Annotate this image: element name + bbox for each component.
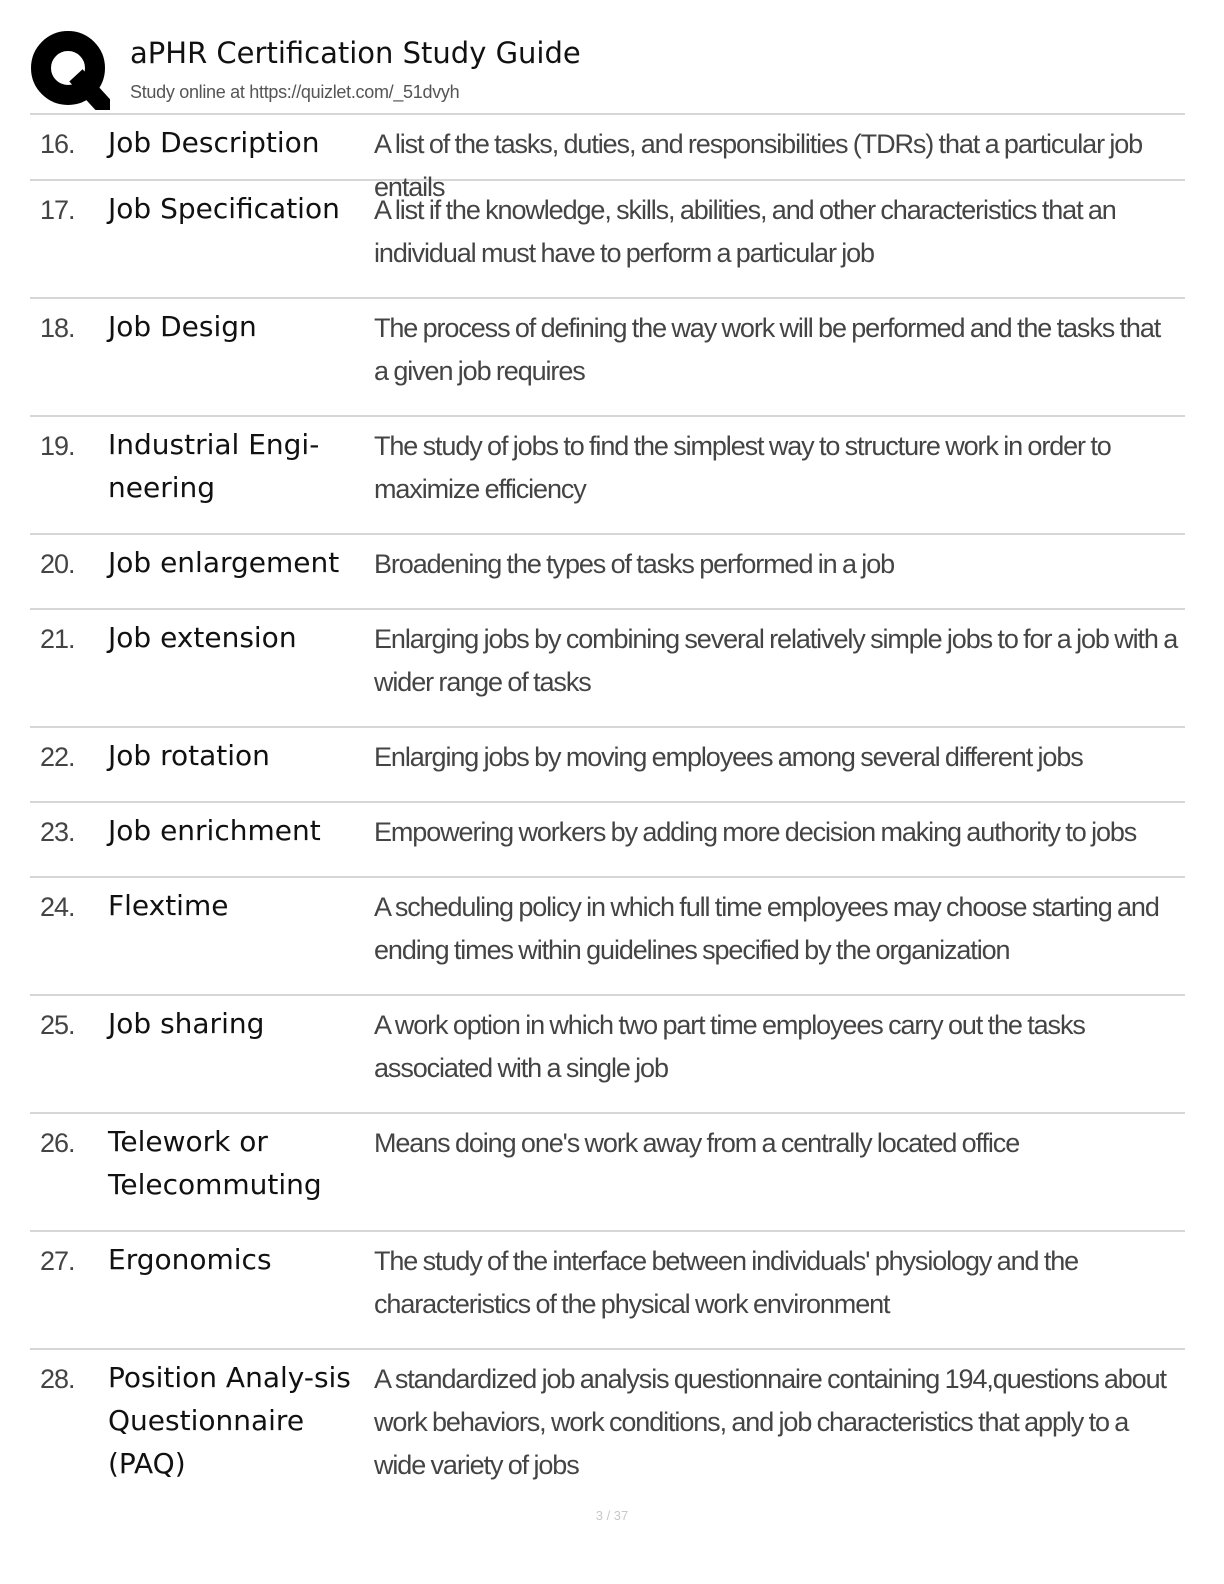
term-number: 17. (40, 195, 75, 225)
term-number: 27. (40, 1246, 75, 1276)
term-row (30, 610, 1185, 728)
term-definition: Means doing one's work away from a centrally located office (374, 1128, 1020, 1158)
term-name: Job enrichment (108, 814, 321, 847)
term-name: Telework or Telecommuting (108, 1125, 322, 1201)
term-number: 28. (40, 1364, 75, 1394)
term-row (30, 299, 1185, 417)
term-number: 20. (40, 549, 75, 579)
term-name: Job sharing (108, 1007, 265, 1040)
term-row (30, 181, 1185, 299)
term-name: Industrial Engi-neering (108, 428, 320, 504)
term-row (30, 996, 1185, 1114)
term-definition: A standardized job analysis questionnaire containing 194,questions about work behaviors, work conditions, and job characteristics that apply to a wide variety of jobs (374, 1364, 1166, 1480)
term-number: 26. (40, 1128, 75, 1158)
term-name: Position Analy-sis Questionnaire (PAQ) (108, 1361, 351, 1480)
term-definition: Empowering workers by adding more decision making authority to jobs (374, 817, 1137, 847)
term-number: 19. (40, 431, 75, 461)
term-number: 21. (40, 624, 75, 654)
term-name: Ergonomics (108, 1243, 272, 1276)
term-definition: A work option in which two part time employees carry out the tasks associated with a single job (374, 1010, 1085, 1083)
term-number: 22. (40, 742, 75, 772)
term-name: Flextime (108, 889, 229, 922)
term-row (30, 1232, 1185, 1350)
page-header (30, 30, 1200, 110)
term-definition: The process of defining the way work will be performed and the tasks that a given job requires (374, 313, 1161, 386)
term-row (30, 535, 1185, 610)
page-subtitle-link[interactable]: Study online at https://quizlet.com/_51dvyh (130, 82, 460, 102)
term-number: 16. (40, 129, 75, 159)
term-list (30, 113, 1185, 1495)
term-row (30, 1114, 1185, 1232)
term-row (30, 115, 1185, 202)
term-definition: A list if the knowledge, skills, abilities, and other characteristics that an individual must have to perform a particular job (374, 195, 1116, 268)
term-row (30, 417, 1185, 535)
term-name: Job Specification (108, 192, 340, 225)
page-title: aPHR Certification Study Guide (130, 36, 581, 70)
term-definition: A list of the tasks, duties, and responsibilities (TDRs) that a particular job entails (374, 129, 1143, 202)
term-name: Job extension (108, 621, 297, 654)
term-definition: Broadening the types of tasks performed in a job (374, 549, 895, 579)
term-definition: Enlarging jobs by moving employees among several different jobs (374, 742, 1083, 772)
term-row (30, 803, 1185, 878)
page-number: 3 / 37 (595, 1508, 629, 1523)
term-number: 23. (40, 817, 75, 847)
term-definition: The study of jobs to find the simplest way to structure work in order to maximize efficiency (374, 431, 1111, 504)
term-number: 18. (40, 313, 75, 343)
term-number: 25. (40, 1010, 75, 1040)
term-number: 24. (40, 892, 75, 922)
quizlet-logo-icon (30, 30, 110, 110)
term-row (30, 1350, 1185, 1495)
term-name: Job Design (108, 310, 257, 343)
term-name: Job rotation (108, 739, 270, 772)
term-row (30, 728, 1185, 803)
term-definition: A scheduling policy in which full time employees may choose starting and ending times within guidelines specified by the organization (374, 892, 1159, 965)
term-row (30, 878, 1185, 996)
term-definition: The study of the interface between individuals' physiology and the characteristics of the physical work environment (374, 1246, 1079, 1319)
term-name: Job Description (108, 126, 320, 159)
term-definition: Enlarging jobs by combining several relatively simple jobs to for a job with a wider range of tasks (374, 624, 1178, 697)
term-name: Job enlargement (108, 546, 340, 579)
